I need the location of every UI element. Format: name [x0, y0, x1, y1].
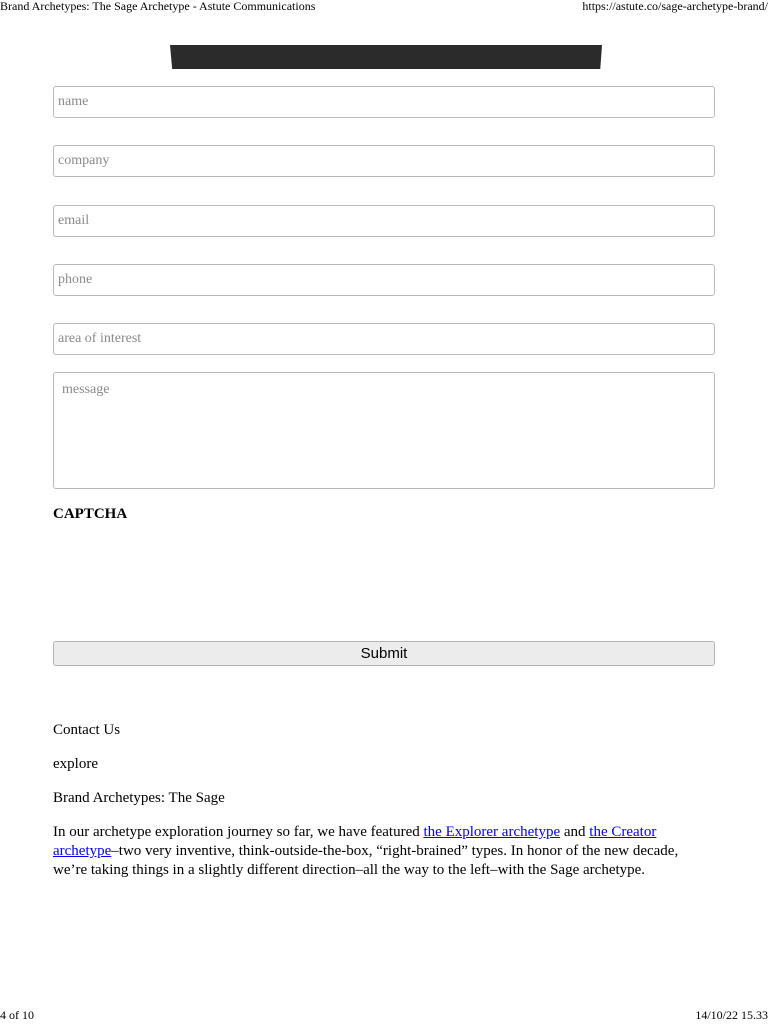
print-page-title: Brand Archetypes: The Sage Archetype - Astute Communications — [0, 0, 316, 13]
paragraph-text: and — [560, 824, 590, 840]
submit-button[interactable]: Submit — [53, 641, 715, 666]
explore-text: explore — [53, 756, 98, 772]
header-banner — [170, 45, 602, 69]
article-paragraph — [53, 823, 693, 880]
print-timestamp: 14/10/22 15.33 — [695, 1008, 768, 1022]
name-field[interactable] — [53, 86, 715, 118]
captcha-label: CAPTCHA — [53, 506, 128, 522]
message-field[interactable] — [53, 372, 715, 489]
paragraph-text: –two very inventive, think-outside-the-box, “right-brained” types. In honor of the new decade, we’re taking things in a slightly different direction–all the way to the left–with the Sage archetype. — [53, 843, 679, 878]
article-heading: Brand Archetypes: The Sage — [53, 790, 225, 806]
creator-archetype-link[interactable]: the Creator archetype — [53, 824, 657, 859]
phone-field[interactable] — [53, 264, 715, 296]
print-header — [0, 0, 768, 14]
print-page-url: https://astute.co/sage-archetype-brand/ — [582, 0, 768, 13]
page-number: 4 of 10 — [0, 1008, 34, 1022]
email-field[interactable] — [53, 205, 715, 237]
company-field[interactable] — [53, 145, 715, 177]
paragraph-text: In our archetype exploration journey so far, we have featured — [53, 824, 424, 840]
contact-us-text: Contact Us — [53, 722, 121, 738]
explorer-archetype-link[interactable]: the Explorer archetype — [423, 824, 561, 840]
area-of-interest-field[interactable] — [53, 323, 715, 355]
